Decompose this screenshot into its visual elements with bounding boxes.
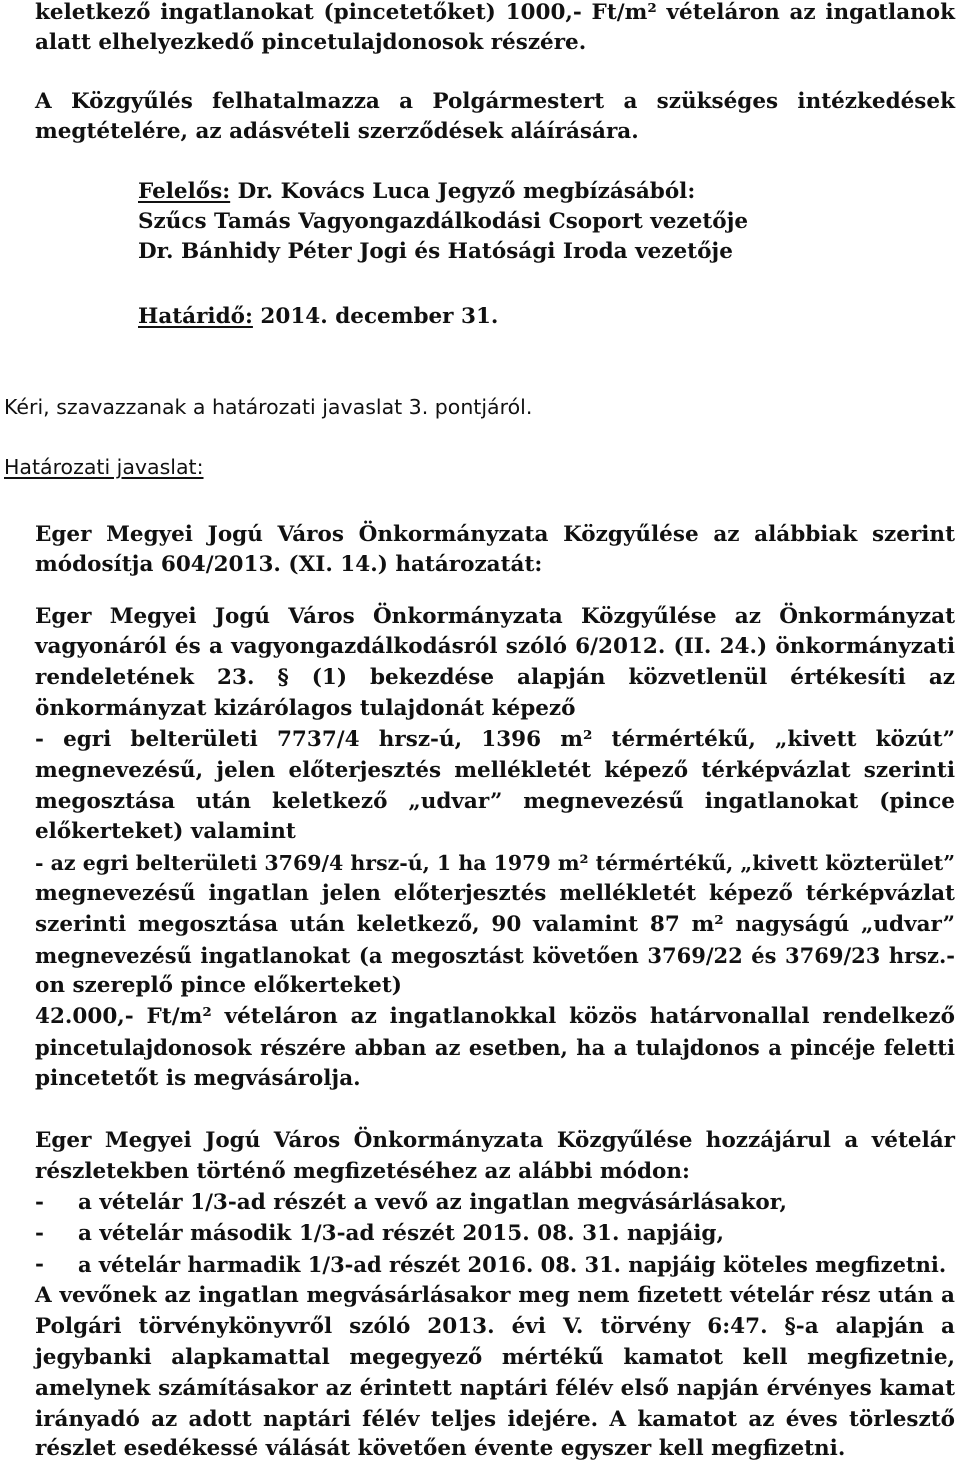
para-6-line-6: részlet esedékessé válását követően évente egyszer kell megfizetni. [35, 1436, 846, 1461]
para-3-line-2: módosítja 604/2013. (XI. 14.) határozatát: [35, 552, 543, 577]
vote-request: Kéri, szavazzanak a határozati javaslat 3. pontjáról. [4, 395, 533, 419]
para-4-line-7: megosztása után keletkező „udvar” megnevezésű ingatlanokat (pince [35, 789, 955, 814]
responsible-label: Felelős: [138, 179, 231, 204]
para-6-line-4: amelynek számításakor az érintett naptári félév első napján érvényes kamat [35, 1376, 955, 1401]
para-2-line-1: A Közgyűlés felhatalmazza a Polgármestert a szükséges intézkedések [35, 89, 955, 114]
para-5-line-2: részletekben történő megfizetéséhez az alábbi módon: [35, 1159, 690, 1184]
para-1-line-1: keletkező ingatlanokat (pincetetőket) 1000,- Ft/m² vételáron az ingatlanok [35, 0, 955, 25]
para-4-line-6: megnevezésű, jelen előterjesztés mellékletét képező térképvázlat szerinti [35, 758, 955, 783]
para-4-line-14: 42.000,- Ft/m² vételáron az ingatlanokkal közös határvonallal rendelkező [35, 1004, 955, 1029]
responsible-line-3: Dr. Bánhidy Péter Jogi és Hatósági Iroda vezetője [138, 239, 733, 264]
para-3-line-1: Eger Megyei Jogú Város Önkormányzata Közgyűlése az alábbiak szerint [35, 522, 955, 547]
para-2-line-2: megtételére, az adásvételi szerződések aláírására. [35, 119, 639, 144]
list-item-dash: - [35, 1252, 44, 1277]
para-1-line-2: alatt elhelyezkedő pincetulajdonosok részére. [35, 30, 587, 55]
para-4-line-13: on szereplő pince előkerteket) [35, 973, 402, 998]
responsible-line-2: Szűcs Tamás Vagyongazdálkodási Csoport vezetője [138, 209, 749, 234]
para-4-line-2: vagyonáról és a vagyongazdálkodásról szóló 6/2012. (II. 24.) önkormányzati [35, 634, 955, 659]
list-item-dash: - [35, 1221, 44, 1246]
deadline-label: Határidő: [138, 304, 253, 329]
para-6-line-1: A vevőnek az ingatlan megvásárlásakor meg nem fizetett vételár rész után a [35, 1283, 955, 1308]
para-4-line-15: pincetulajdonosok részére abban az esetben, ha a tulajdonos a pincéje feletti [35, 1035, 955, 1060]
para-4-line-16: pincetetőt is megvásárolja. [35, 1066, 361, 1091]
para-4-line-12: megnevezésű ingatlanokat (a megosztást követően 3769/22 és 3769/23 hrsz.- [35, 943, 955, 968]
list-item: a vételár második 1/3-ad részét 2015. 08. 31. napjáig, [78, 1221, 724, 1246]
para-4-line-4: önkormányzat kizárólagos tulajdonát képező [35, 696, 576, 721]
para-4-line-3: rendeletének 23. § (1) bekezdése alapján közvetlenül értékesíti az [35, 665, 955, 690]
para-4-line-5: - egri belterületi 7737/4 hrsz-ú, 1396 m² térmértékű, „kivett közút” [35, 727, 955, 752]
para-6-line-2: Polgári törvénykönyvről szóló 2013. évi V. törvény 6:47. §-a alapján a [35, 1314, 955, 1339]
para-4-line-1: Eger Megyei Jogú Város Önkormányzata Közgyűlése az Önkormányzat [35, 604, 955, 629]
para-4-line-11: szerinti megosztása után keletkező, 90 valamint 87 m² nagyságú „udvar” [35, 912, 955, 937]
para-6-line-5: irányadó az adott naptári félév teljes idejére. A kamatot az éves törlesztő [35, 1407, 955, 1432]
responsible-line-1 [138, 177, 695, 207]
deadline-line [138, 302, 498, 332]
list-item: a vételár harmadik 1/3-ad részét 2016. 08. 31. napjáig köteles megfizetni. [78, 1252, 947, 1277]
para-4-line-8: előkerteket) valamint [35, 819, 296, 844]
list-item: a vételár 1/3-ad részét a vevő az ingatlan megvásárlásakor, [78, 1190, 787, 1215]
para-5-line-1: Eger Megyei Jogú Város Önkormányzata Közgyűlése hozzájárul a vételár [35, 1128, 955, 1153]
responsible-person: Dr. Kovács Luca Jegyző megbízásából: [237, 179, 696, 204]
para-4-line-9: - az egri belterületi 3769/4 hrsz-ú, 1 ha 1979 m² térmértékű, „kivett közterület” [35, 851, 956, 875]
list-item-dash: - [35, 1190, 44, 1215]
deadline-value: 2014. december 31. [260, 304, 499, 329]
para-4-line-10: megnevezésű ingatlan jelen előterjesztés mellékletét képező térképvázlat [35, 881, 955, 906]
proposal-heading: Határozati javaslat: [4, 455, 204, 479]
para-6-line-3: jegybanki alapkamattal megegyező mértékű kamatot kell megfizetnie, [35, 1345, 955, 1370]
